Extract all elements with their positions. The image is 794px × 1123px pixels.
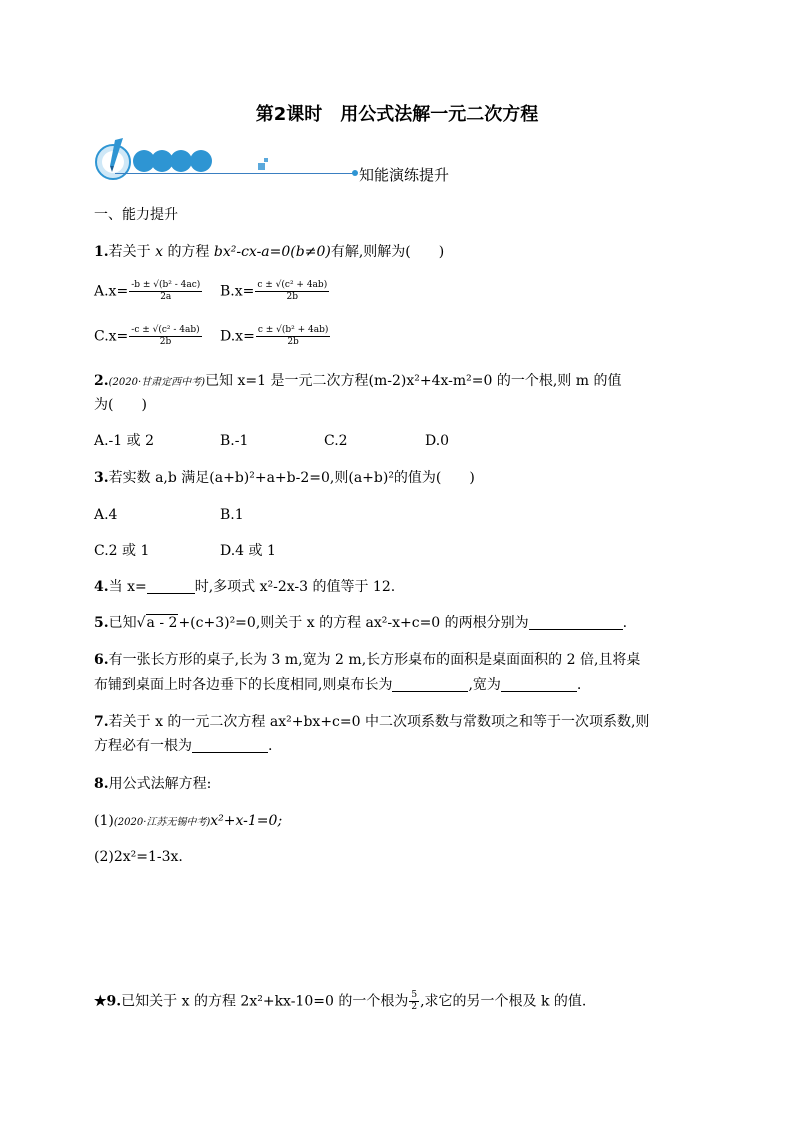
banner-square [258,163,265,170]
banner-line [115,173,355,174]
question-2-cont: 为( ) [94,397,147,413]
q2-option-d: D.0 [425,433,450,449]
banner-dot [190,150,212,172]
question-1: 1.若关于 x 的方程 bx²-cx-a=0(b≠0)有解,则解为( ) [94,244,445,260]
question-5: 5.已知√a - 2+(c+3)²=0,则关于 x 的方程 ax²-x+c=0 的两根分别为 . [94,615,628,631]
q1-option-d: D.x= $\frac{\text{c ± √(b² + 4ab)}}{2b}$ [220,325,329,347]
sqrt-sign: √ [136,615,146,631]
section-heading: 一、能力提升 [94,207,178,223]
q3-option-b: B.1 [220,507,244,523]
banner-dot [170,150,192,172]
banner-line-dot [352,170,358,176]
source-note: (2020·江苏无锡中考) [113,817,211,828]
q3-option-a: A.4 [94,507,118,523]
question-8: 8.用公式法解方程: [94,776,212,792]
q1-option-c: C.x= $\frac{\text{-c ± √(c² - 4ab)}}{2b}$ [94,325,200,347]
source-note: (2020·甘肃定西中考) [108,377,206,388]
question-number: 6. [94,652,109,668]
q2-option-a: A.-1 或 2 [94,433,155,449]
q1-option-a: A.x= $\frac{\text{-b ± √(b² - 4ac)}}{2a}$ [94,280,201,302]
q3-option-c: C.2 或 1 [94,543,150,559]
question-8-part-1: (1)(2020·江苏无锡中考)x²+x-1=0; [94,813,283,829]
banner-label: 知能演练提升 [359,166,450,184]
question-3: 3.若实数 a,b 满足(a+b)²+a+b-2=0,则(a+b)²的值为( ) [94,470,475,486]
question-number: 7. [94,714,109,730]
q1-option-b: B.x= $\frac{\text{c ± √(c² + 4ab)}}{2b}$ [220,280,328,302]
question-7: 7.若关于 x 的一元二次方程 ax²+bx+c=0 中二次项系数与常数项之和等于一次项系数,则 [94,714,650,730]
answer-blank[interactable] [392,677,468,692]
question-2: 2.(2020·甘肃定西中考)已知 x=1 是一元二次方程(m-2)x²+4x-m²=0 的一个根,则 m 的值 [94,373,622,389]
question-number: 8. [94,776,109,792]
fraction: $\frac{5}{2}$ [411,990,418,1012]
q3-option-d: D.4 或 1 [220,543,276,559]
question-number: 5. [94,615,109,631]
question-number: 1. [94,244,109,260]
question-9: ★9.已知关于 x 的方程 2x²+kx-10=0 的一个根为 $\frac{5}{2}$ ,求它的另一个根及 k 的值. [94,990,587,1012]
answer-blank[interactable] [192,738,268,753]
q2-option-b: B.-1 [220,433,249,449]
question-6: 6.有一张长方形的桌子,长为 3 m,宽为 2 m,长方形桌布的面积是桌面面积的 2 倍,且将桌 [94,652,641,668]
answer-blank[interactable] [529,615,623,630]
question-4: 4.当 x= 时,多项式 x²-2x-3 的值等于 12. [94,579,396,595]
page-title: 第2课时 用公式法解一元二次方程 [255,104,539,125]
question-8-part-2: (2)2x²=1-3x. [94,849,183,865]
question-number: 2. [94,373,109,389]
answer-blank[interactable] [147,579,195,594]
q2-option-c: C.2 [324,433,348,449]
banner-square [264,158,268,162]
question-number: 4. [94,579,109,595]
question-number: 3. [94,470,109,486]
question-6-cont: 布铺到桌面上时各边垂下的长度相同,则桌布长为 ,宽为 . [94,677,582,693]
answer-blank[interactable] [501,677,577,692]
question-number: ★9. [94,993,122,1010]
question-7-cont: 方程必有一根为 . [94,738,273,754]
pen-circle-icon [93,136,133,182]
